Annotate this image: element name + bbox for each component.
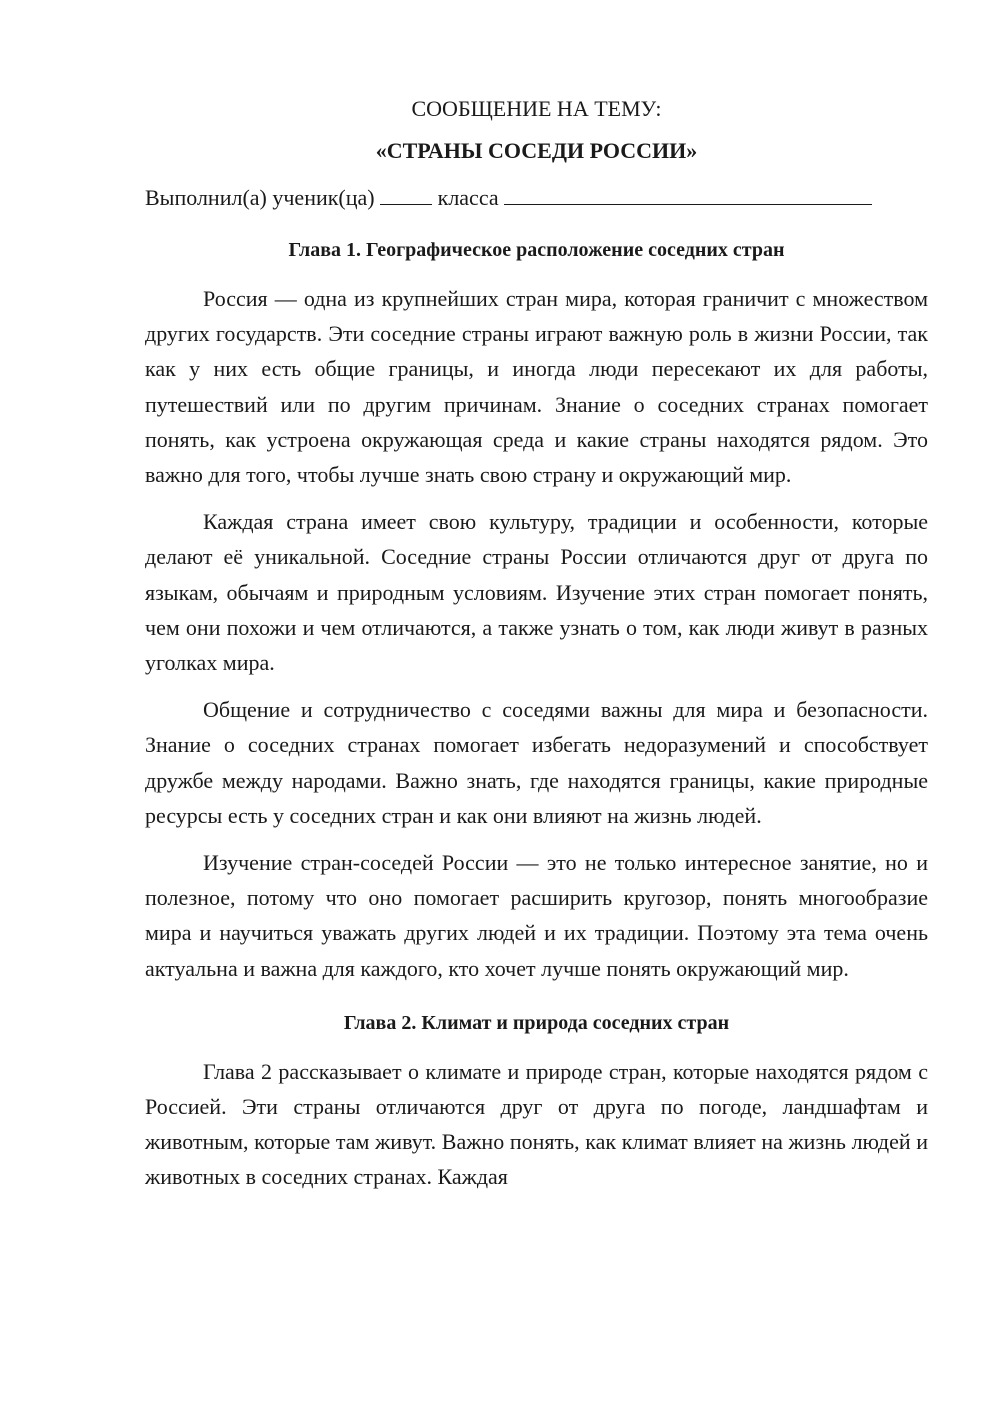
byline <box>145 180 928 215</box>
chapter-1-paragraph-3: Общение и сотрудничество с соседями важны для мира и безопасности. Знание о соседних странах помогает избегать недоразумений и способствует дружбе между народами. Важно знать, где находятся границы, какие природные ресурсы есть у соседних стран и как они влияют на жизнь людей. <box>145 697 928 828</box>
chapter-2-heading: Глава 2. Климат и природа соседних стран <box>343 1011 730 1034</box>
chapter-1-paragraph-1: Россия — одна из крупнейших стран мира, которая граничит с множеством других государств. Эти соседние страны играют важную роль в жизни России, так как у них есть общие границы, и иногда люди пересекают их для работы, путешествий или по другим причинам. Знание о соседних странах помогает понять, как устроена окружающая среда и какие страны находятся рядом. Это важно для того, чтобы лучше знать свою страну и окружающий мир. <box>145 286 928 488</box>
class-letter-blank <box>504 180 872 205</box>
document-title-line2: «СТРАНЫ СОСЕДИ РОССИИ» <box>375 138 698 163</box>
chapter-1-heading: Глава 1. Географическое расположение соседних стран <box>288 239 785 261</box>
byline-middle: класса <box>437 185 499 210</box>
chapter-1-paragraph-2: Каждая страна имеет свою культуру, традиции и особенности, которые делают её уникальной. Соседние страны России отличаются друг от друга по языкам, обычаям и природным условиям. Изучение этих стран помогает понять, чем они похожи и чем отличаются, а также узнать о том, как люди живут в разных уголках мира. <box>145 509 928 676</box>
chapter-1-paragraph-4: Изучение стран-соседей России — это не только интересное занятие, но и полезное, потому что оно помогает расширить кругозор, понять многообразие мира и научиться уважать других людей и их традиции. Поэтому эта тема очень актуальна и важна для каждого, кто хочет лучше понять окружающий мир. <box>145 850 928 981</box>
document-title-line1: СООБЩЕНИЕ НА ТЕМУ: <box>411 96 662 121</box>
document-page <box>145 92 928 1195</box>
class-number-blank <box>380 180 432 205</box>
chapter-2-paragraph-1: Глава 2 рассказывает о климате и природе стран, которые находятся рядом с Россией. Эти страны отличаются друг от друга по погоде, ландшафтам и животным, которые там живут. Важно понять, как климат влияет на жизнь людей и животных в соседних странах. Каждая <box>145 1058 928 1190</box>
byline-prefix: Выполнил(а) ученик(ца) <box>145 185 375 210</box>
